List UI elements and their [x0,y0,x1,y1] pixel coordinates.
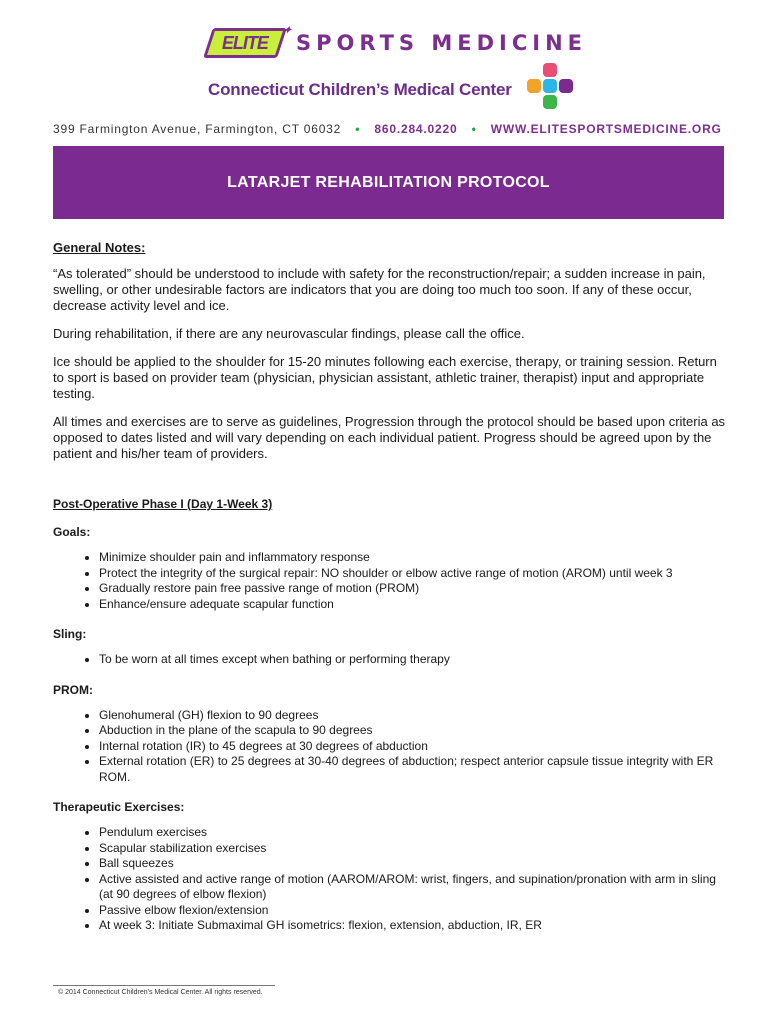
list-item: • Protect the integrity of the surgical repair: NO shoulder or elbow active range of motion (AROM) until week 3 [99,566,728,582]
general-notes-paragraph: “As tolerated” should be understood to include with safety for the reconstruction/repair; a sudden increase in pain, swelling, or other undesirable factors are indicators that you are doing too much too soon. If any of these occur, decrease activity level and ice. [53,266,706,313]
list-item: • At week 3: Initiate Submaximal GH isometrics: flexion, extension, abduction, IR, ER [99,918,728,934]
therapeutic-exercises-list [53,825,728,934]
list-item: • Ball squeezes [99,856,728,872]
list-item: • Passive elbow flexion/extension [99,903,728,919]
list-item: • Pendulum exercises [99,825,728,841]
sling-heading: Sling: [53,627,87,641]
general-notes-paragraph: During rehabilitation, if there are any neurovascular findings, please call the office. [53,326,525,341]
star-icon: ✦ [280,23,296,37]
list-item: • Active assisted and active range of motion (AAROM/AROM: wrist, fingers, and supination/pronation with arm in sling (at 90 degrees of elbow flexion) [99,872,728,903]
list-item: • External rotation (ER) to 25 degrees at 30-40 degrees of abduction; respect anterior capsule tissue integrity with ER ROM. [99,754,728,785]
sling-list [53,652,728,668]
letterhead [0,0,768,145]
brand-title: SPORTS MEDICINE [296,31,587,55]
elite-logo [203,23,296,58]
list-item: • Enhance/ensure adequate scapular function [99,597,728,613]
prom-heading: PROM: [53,682,93,697]
website-link[interactable]: WWW.ELITESPORTSMEDICINE.ORG [490,122,722,136]
general-notes-paragraph: All times and exercises are to serve as guidelines, Progression through the protocol should be based upon criteria as opposed to dates listed and will vary depending on each individual patient. Progress should be agreed upon by the patient and his/her team of providers. [53,414,726,461]
footer-divider [53,985,275,986]
list-item: • Internal rotation (IR) to 45 degrees at 30 degrees of abduction [99,739,728,755]
separator-dot: • [471,122,477,136]
general-notes-heading: General Notes: [53,240,146,255]
list-item: • Abduction in the plane of the scapula to 90 degrees [99,723,728,739]
brand-logo-row [208,23,587,58]
separator-dot: • [355,122,361,136]
document-body [53,240,728,934]
list-item: • Gradually restore pain free passive range of motion (PROM) [99,581,728,597]
list-item: • Scapular stabilization exercises [99,841,728,857]
list-item: • Glenohumeral (GH) flexion to 90 degrees [99,708,728,724]
phone-number: 860.284.0220 [374,122,458,136]
phase-1-title: Post-Operative Phase I (Day 1-Week 3) [53,497,273,511]
elite-logo-text: ELITE [221,32,268,53]
copyright-footer: © 2014 Connecticut Children’s Medical Center. All rights reserved. [58,989,263,996]
prom-list [53,708,728,786]
address-text: 399 Farmington Avenue, Farmington, CT 06032 [53,122,342,136]
ccmc-cross-logo-icon [527,63,577,113]
list-item: • To be worn at all times except when bathing or performing therapy [99,652,728,668]
list-item: • Minimize shoulder pain and inflammatory response [99,550,728,566]
org-name: Connecticut Children’s Medical Center [208,80,512,99]
document-title: LATARJET REHABILITATION PROTOCOL [227,173,550,191]
title-banner [53,146,724,219]
contact-line [53,122,725,136]
therapeutic-exercises-heading: Therapeutic Exercises: [53,800,185,814]
goals-list [53,550,728,612]
goals-heading: Goals: [53,525,91,539]
general-notes-paragraph: Ice should be applied to the shoulder for 15-20 minutes following each exercise, therapy, or training session. Return to sport is based on provider team (physician, physician assistant, athletic trainer, therapist) input and appropriate testing. [53,354,717,401]
